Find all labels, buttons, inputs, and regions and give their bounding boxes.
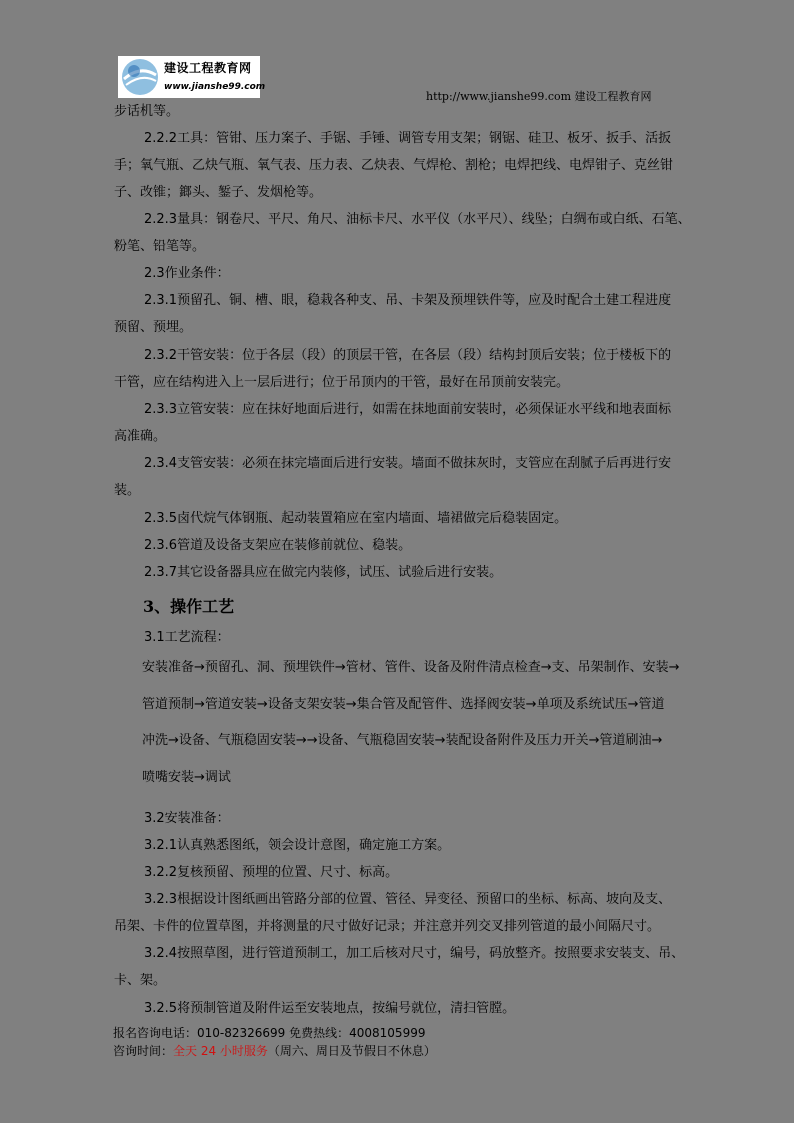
body-line: 2.3.2干管安装：位于各层（段）的顶层干管，在各层（段）结构封顶后安装；位于楼板下的 [144, 348, 672, 363]
body-line: 3.2.1认真熟悉图纸，领会设计意图，确定施工方案。 [144, 838, 451, 853]
flow-line: 冲洗→设备、气瓶稳固安装→→设备、气瓶稳固安装→装配设备附件及压力开关→管道刷油→ [142, 733, 663, 748]
body-line: 子、改锥；鎯头、錾子、发烟枪等。 [114, 185, 323, 200]
body-line: 2.3.3立管安装：应在抹好地面后进行，如需在抹地面前安装时，必须保证水平线和地表面标 [144, 402, 672, 417]
body-line: 干管，应在结构进入上一层后进行；位于吊顶内的干管，最好在吊顶前安装完。 [114, 375, 570, 390]
flow-line: 喷嘴安装→调试 [142, 770, 231, 785]
body-line: 3.2.2复核预留、预埋的位置、尺寸、标高。 [144, 865, 399, 880]
body-line: 装。 [114, 483, 141, 498]
section-heading: 3、操作工艺 [143, 597, 235, 616]
subsection-title: 3.1工艺流程： [144, 630, 230, 645]
footer-hours-highlight: 全天 24 小时服务 [173, 1044, 268, 1058]
flow-line: 安装准备→预留孔、洞、预埋铁件→管材、管件、设备及附件清点检查→支、吊架制作、安装→ [142, 660, 680, 675]
body-line: 吊架、卡件的位置草图，并将测量的尺寸做好记录；并注意并列交叉排列管道的最小间隔尺寸。 [114, 919, 661, 934]
logo-url: www.jianshe99.com [164, 82, 266, 92]
body-line: 2.2.2工具：管钳、压力案子、手锯、手锤、调管专用支架；钢锯、硅卫、板牙、扳手、活扳 [144, 131, 672, 146]
header-site-name: 建设工程教育网 [574, 90, 652, 103]
header-url[interactable]: http://www.jianshe99.com [426, 90, 572, 103]
body-line: 3.2.3根据设计图纸画出管路分部的位置、管径、异变径、预留口的坐标、标高、坡向及支、 [144, 892, 672, 907]
body-line: 卡、架。 [114, 973, 167, 988]
body-line: 2.3.7其它设备器具应在做完内装修，试压、试验后进行安装。 [144, 565, 503, 580]
header-site-link[interactable] [426, 88, 652, 104]
body-line: 3.2安装准备： [144, 811, 230, 826]
footer-hours [113, 1042, 436, 1059]
body-line: 高准确。 [114, 429, 167, 444]
body-line: 2.3.5卤代烷气体钢瓶、起动装置箱应在室内墙面、墙裙做完后稳装固定。 [144, 511, 568, 526]
globe-logo-icon [120, 57, 160, 97]
body-line: 3.2.4按照草图，进行管道预制工，加工后核对尺寸，编号，码放整齐。按照要求安装支、吊、 [144, 946, 685, 961]
footer-hours-note: （周六、周日及节假日不休息） [267, 1044, 436, 1058]
body-line: 手；氧气瓶、乙炔气瓶、氧气表、压力表、乙炔表、气焊枪、割枪；电焊把线、电焊钳子、克丝钳 [114, 158, 674, 173]
body-line: 步话机等。 [114, 104, 180, 119]
body-line: 2.3.4支管安装：必须在抹完墙面后进行安装。墙面不做抹灰时，支管应在刮腻子后再进行安 [144, 456, 672, 471]
site-logo[interactable] [118, 56, 266, 98]
body-line: 2.3.1预留孔、铜、槽、眼，稳栽各种支、吊、卡架及预埋铁件等，应及时配合土建工程进度 [144, 293, 672, 308]
body-line: 粉笔、铅笔等。 [114, 239, 206, 254]
body-line: 3.2.5将预制管道及附件运至安装地点，按编号就位，清扫管膛。 [144, 1001, 516, 1016]
footer-hours-label: 咨询时间： [113, 1044, 174, 1058]
body-line: 2.3.6管道及设备支架应在装修前就位、稳装。 [144, 538, 412, 553]
body-line: 2.2.3量具：钢卷尺、平尺、角尺、油标卡尺、水平仪（水平尺）、线坠；白绸布或白纸、石笔、 [144, 212, 691, 227]
flow-line: 管道预制→管道安装→设备支架安装→集合管及配管件、选择阀安装→单项及系统试压→管道 [142, 697, 665, 712]
body-line: 2.3作业条件： [144, 266, 230, 281]
footer-contact: 报名咨询电话：010-82326699 免费热线：4008105999 [113, 1026, 426, 1040]
logo-title: 建设工程教育网 [164, 61, 252, 75]
body-line: 预留、预埋。 [114, 320, 193, 335]
